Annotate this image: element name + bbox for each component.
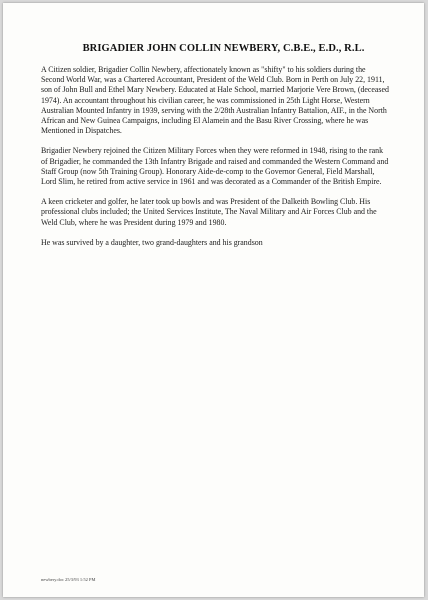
paragraph-biography: A Citizen soldier, Brigadier Collin Newbery, affectionately known as "shifty" to his soldiers during the Second World War, was a Chartered Accountant, President of the Weld Club. Born in Perth on July 22, 1911, son of John Bull and Ethel Mary Newbery. Educated at Hale School, married Marjorie Vere Brown, (deceased 1974). An accountant throughout his civilian career, he was commissioned in 25th Light Horse, Western Australian Mounted Infantry in 1939, serving with the 2/28th Australian Infantry Battalion, AIF., in the North African and New Guinea Campaigns, including El Alamein and the Basu River Crossing, where he was Mentioned in Dispatches. (41, 65, 389, 136)
paragraph-clubs: A keen cricketer and golfer, he later took up bowls and was President of the Dalkeith Bowling Club. His professional clubs included; the United Services Institute, The Naval Military and Air Forces Club and the Weld Club, where he was President during 1979 and 1980. (41, 197, 377, 227)
document-page (3, 3, 424, 597)
paragraph-survived-by: He was survived by a daughter, two grand-daughters and his grandson (41, 237, 263, 247)
document-title: BRIGADIER JOHN COLLIN NEWBERY, C.B.E., E.D., R.L. (82, 43, 365, 54)
document-body (41, 65, 389, 258)
paragraph-military-career: Brigadier Newbery rejoined the Citizen Military Forces when they were reformed in 1948, rising to the rank of Brigadier, he commanded the 13th Infantry Brigade and raised and commanded the Western Command and Staff Group (now 5th Training Group). Honorary Aide-de-comp to the Governor General, Field Marshall, Lord Slim, he retired from active service in 1961 and was decorated as a Commander of the British Empire. (41, 146, 389, 187)
document-footer: newbery.doc 25/3/93 1:52 PM (41, 577, 96, 582)
